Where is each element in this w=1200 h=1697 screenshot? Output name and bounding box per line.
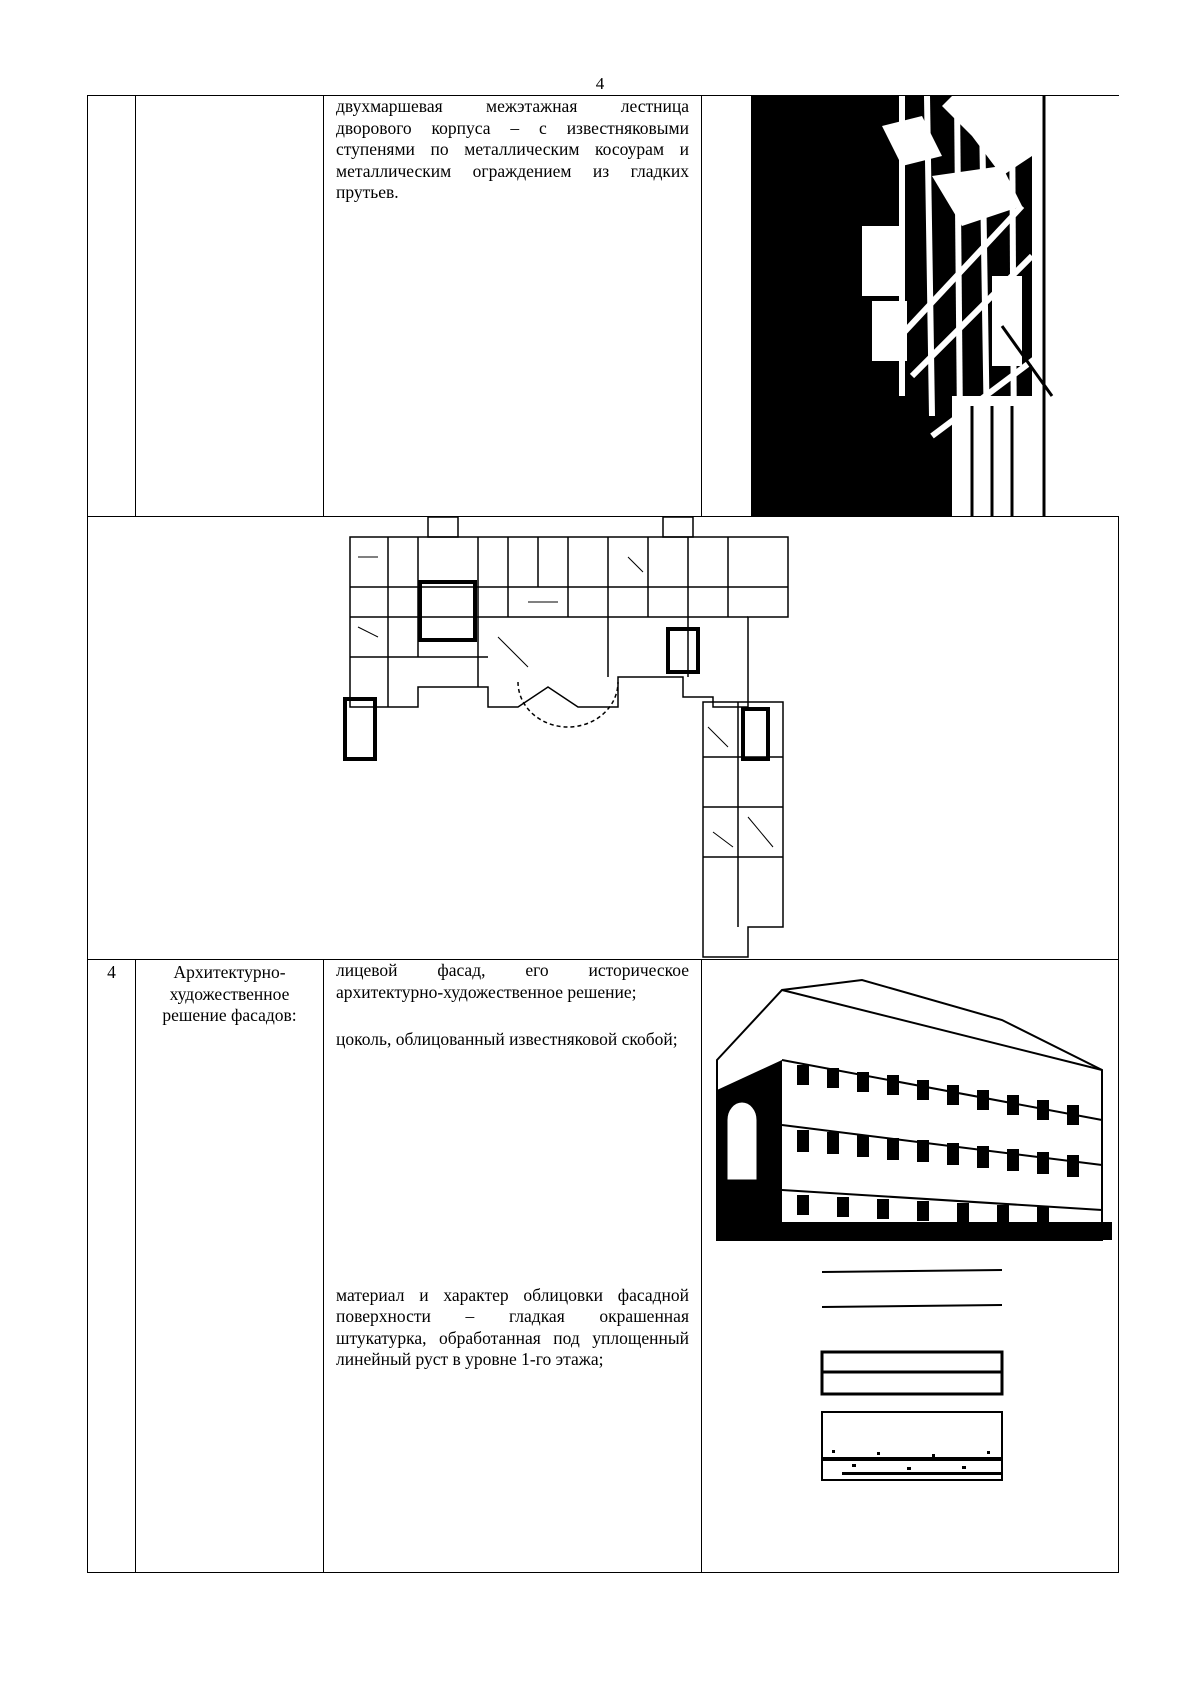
page-number: 4: [595, 74, 605, 93]
stair-description: двухмаршевая межэтажная лестница дворового корпуса – с известняковыми ступенями по металлическим косоурам и металлическим ограждением из гладких прутьев.: [336, 96, 689, 202]
facade-images-cell: [702, 960, 1119, 1573]
facade-item-1: лицевой фасад, его историческое архитектурно-художественное решение;: [336, 960, 689, 1002]
row-name: Архитектурно-художественное решение фасадов:: [136, 960, 324, 1573]
building-facade-photo: [702, 960, 1119, 1250]
name-cell-empty: [136, 96, 324, 517]
table-row-stair: [88, 96, 1119, 517]
staircase-photo: [702, 96, 1119, 516]
table-row-plan: [88, 517, 1119, 960]
facade-item-2: цоколь, облицованный известняковой скобой;: [336, 1029, 678, 1049]
rustication-detail-drawing: [702, 1262, 1119, 1372]
row-number: 4: [88, 960, 136, 1573]
limestone-plinth-photo: [702, 1372, 1119, 1482]
facade-description-cell: [324, 960, 702, 1573]
floor-plan-cell: [88, 517, 1119, 960]
stair-photo-cell: [702, 96, 1119, 517]
stair-description-cell: [324, 96, 702, 517]
floor-plan-drawing: [88, 517, 1119, 959]
facade-item-3: материал и характер облицовки фасадной поверхности – гладкая окрашенная штукатурка, обработанная под уплощенный линейный руст в уровне 1-го этажа;: [336, 1284, 689, 1369]
table-row-facades: [88, 960, 1119, 1573]
num-cell-empty: [88, 96, 136, 517]
protection-subject-table: [87, 95, 1119, 1573]
